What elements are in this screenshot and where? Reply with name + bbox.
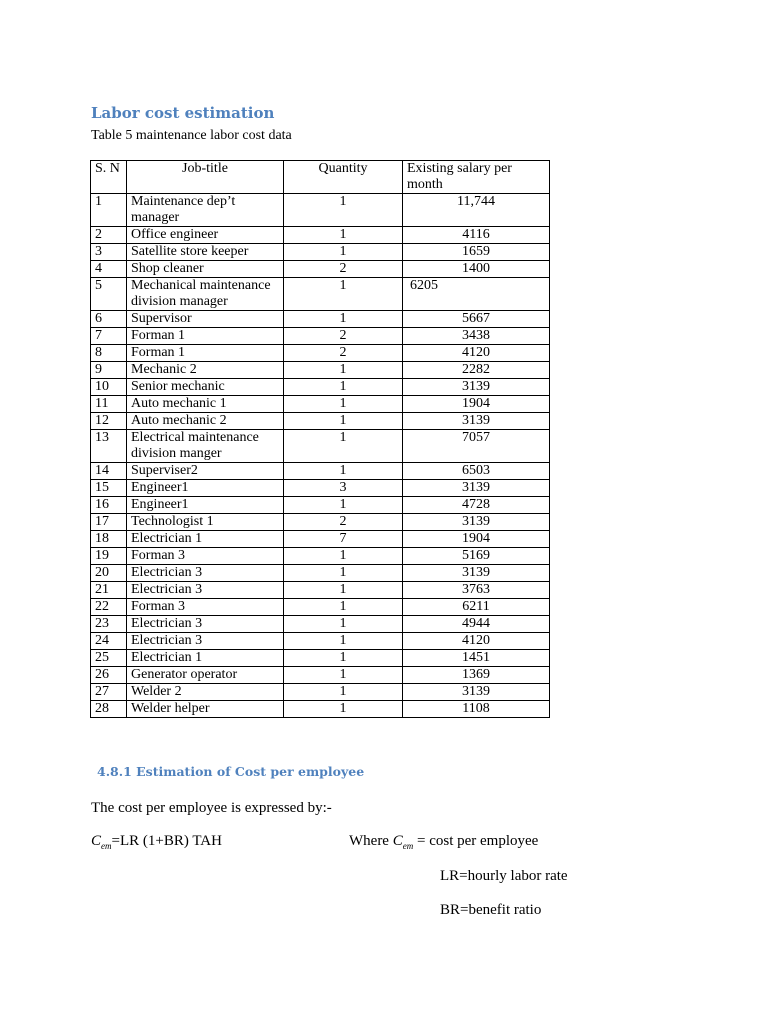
cell-job-title: Maintenance dep’t manager: [127, 194, 284, 227]
cell-quantity: 1: [284, 650, 403, 667]
cell-quantity: 2: [284, 261, 403, 278]
cell-quantity: 3: [284, 480, 403, 497]
cell-salary: 6503: [403, 463, 550, 480]
table-row: [91, 480, 550, 497]
cell-quantity: 1: [284, 278, 403, 311]
cell-sn: 14: [91, 463, 127, 480]
cell-salary: 5169: [403, 548, 550, 565]
section-heading: 4.8.1 Estimation of Cost per employee: [97, 764, 365, 779]
cell-sn: 27: [91, 684, 127, 701]
cell-salary: 3139: [403, 379, 550, 396]
table-body: [91, 194, 550, 718]
cell-quantity: 1: [284, 194, 403, 227]
cell-sn: 17: [91, 514, 127, 531]
cell-sn: 1: [91, 194, 127, 227]
cell-quantity: 2: [284, 345, 403, 362]
cell-job-title: Generator operator: [127, 667, 284, 684]
cell-quantity: 1: [284, 548, 403, 565]
cell-job-title: Welder helper: [127, 701, 284, 718]
table-row: [91, 379, 550, 396]
cell-job-title: Electrician 3: [127, 582, 284, 599]
cell-salary: 4728: [403, 497, 550, 514]
cell-quantity: 1: [284, 413, 403, 430]
cell-job-title: Senior mechanic: [127, 379, 284, 396]
cell-sn: 18: [91, 531, 127, 548]
cell-quantity: 1: [284, 227, 403, 244]
cell-job-title: Forman 3: [127, 599, 284, 616]
cell-quantity: 1: [284, 311, 403, 328]
table-row: [91, 565, 550, 582]
cell-job-title: Electrician 3: [127, 565, 284, 582]
table-caption: Table 5 maintenance labor cost data: [91, 128, 292, 143]
table-row: [91, 548, 550, 565]
cell-salary: 3139: [403, 480, 550, 497]
cell-job-title: Electrical maintenance division manger: [127, 430, 284, 463]
cell-job-title: Forman 1: [127, 345, 284, 362]
cell-quantity: 1: [284, 244, 403, 261]
table-row: [91, 345, 550, 362]
cell-salary: 3139: [403, 684, 550, 701]
cell-quantity: 2: [284, 328, 403, 345]
table-row: [91, 227, 550, 244]
cell-salary: 3763: [403, 582, 550, 599]
cell-job-title: Mechanic 2: [127, 362, 284, 379]
cell-quantity: 1: [284, 463, 403, 480]
cell-sn: 3: [91, 244, 127, 261]
cell-quantity: 1: [284, 582, 403, 599]
cell-salary: 6205: [403, 278, 550, 311]
cell-quantity: 7: [284, 531, 403, 548]
table-row: [91, 328, 550, 345]
table-row: [91, 463, 550, 480]
cell-sn: 6: [91, 311, 127, 328]
cell-sn: 8: [91, 345, 127, 362]
cell-sn: 26: [91, 667, 127, 684]
table-row: [91, 194, 550, 227]
cell-sn: 19: [91, 548, 127, 565]
cell-sn: 22: [91, 599, 127, 616]
table-row: [91, 497, 550, 514]
where-prefix: Where: [349, 833, 393, 849]
cell-job-title: Satellite store keeper: [127, 244, 284, 261]
cell-quantity: 1: [284, 430, 403, 463]
cell-salary: 1904: [403, 531, 550, 548]
where-line: [349, 833, 538, 851]
table-row: [91, 599, 550, 616]
intro-text: The cost per employee is expressed by:-: [91, 800, 332, 816]
table-row: [91, 261, 550, 278]
cell-sn: 11: [91, 396, 127, 413]
cell-sn: 23: [91, 616, 127, 633]
table-row: [91, 582, 550, 599]
cell-quantity: 1: [284, 599, 403, 616]
where-rhs: = cost per employee: [413, 833, 539, 849]
cell-salary: 6211: [403, 599, 550, 616]
cell-sn: 21: [91, 582, 127, 599]
table-row: [91, 278, 550, 311]
cell-salary: 1451: [403, 650, 550, 667]
cell-salary: 1108: [403, 701, 550, 718]
cell-job-title: Electrician 1: [127, 531, 284, 548]
cell-salary: 1400: [403, 261, 550, 278]
table-row: [91, 633, 550, 650]
table-row: [91, 616, 550, 633]
cell-sn: 24: [91, 633, 127, 650]
cell-salary: 4944: [403, 616, 550, 633]
cell-sn: 16: [91, 497, 127, 514]
cell-job-title: Supervisor: [127, 311, 284, 328]
cell-salary: 1659: [403, 244, 550, 261]
formula-symbol: $C_{em}$: [91, 833, 112, 851]
header-job-title: Job-title: [127, 161, 284, 194]
cell-job-title: Technologist 1: [127, 514, 284, 531]
header-quantity: Quantity: [284, 161, 403, 194]
cell-job-title: Office engineer: [127, 227, 284, 244]
cell-sn: 4: [91, 261, 127, 278]
cell-job-title: Forman 3: [127, 548, 284, 565]
cell-job-title: Auto mechanic 2: [127, 413, 284, 430]
table-row: [91, 701, 550, 718]
cell-salary: 4116: [403, 227, 550, 244]
cell-job-title: Electrician 3: [127, 633, 284, 650]
cell-quantity: 1: [284, 616, 403, 633]
formula-rhs: =LR (1+BR) TAH: [111, 833, 222, 849]
cell-sn: 13: [91, 430, 127, 463]
cell-salary: 4120: [403, 633, 550, 650]
cell-salary: 5667: [403, 311, 550, 328]
cell-salary: 3139: [403, 514, 550, 531]
definition-br: BR=benefit ratio: [440, 902, 542, 918]
cell-sn: 9: [91, 362, 127, 379]
cell-salary: 3438: [403, 328, 550, 345]
cell-salary: 11,744: [403, 194, 550, 227]
cell-sn: 28: [91, 701, 127, 718]
cell-job-title: Welder 2: [127, 684, 284, 701]
cell-sn: 10: [91, 379, 127, 396]
table-row: [91, 667, 550, 684]
cell-quantity: 1: [284, 379, 403, 396]
cell-salary: 7057: [403, 430, 550, 463]
cell-sn: 7: [91, 328, 127, 345]
page-title: Labor cost estimation: [91, 104, 275, 122]
formula-line: [91, 833, 222, 851]
cell-job-title: Electrician 1: [127, 650, 284, 667]
table-header-row: [91, 161, 550, 194]
cell-job-title: Forman 1: [127, 328, 284, 345]
cell-salary: 3139: [403, 565, 550, 582]
cell-job-title: Mechanical maintenance division manager: [127, 278, 284, 311]
table-row: [91, 684, 550, 701]
table-row: [91, 413, 550, 430]
cell-quantity: 1: [284, 497, 403, 514]
cell-job-title: Superviser2: [127, 463, 284, 480]
cell-sn: 25: [91, 650, 127, 667]
header-sn: S. N: [91, 161, 127, 194]
cell-sn: 20: [91, 565, 127, 582]
definition-lr: LR=hourly labor rate: [440, 868, 568, 884]
cell-salary: 1369: [403, 667, 550, 684]
cell-salary: 1904: [403, 396, 550, 413]
table-row: [91, 396, 550, 413]
table-row: [91, 244, 550, 261]
cell-salary: 2282: [403, 362, 550, 379]
cell-quantity: 1: [284, 701, 403, 718]
cell-quantity: 1: [284, 565, 403, 582]
table-row: [91, 531, 550, 548]
header-salary: Existing salary per month: [403, 161, 550, 194]
table-row: [91, 514, 550, 531]
table-row: [91, 311, 550, 328]
cell-quantity: 1: [284, 667, 403, 684]
cell-job-title: Engineer1: [127, 480, 284, 497]
table-row: [91, 430, 550, 463]
cell-quantity: 1: [284, 396, 403, 413]
labor-cost-table: [90, 160, 550, 718]
table-row: [91, 362, 550, 379]
cell-quantity: 1: [284, 684, 403, 701]
cell-salary: 3139: [403, 413, 550, 430]
cell-quantity: 2: [284, 514, 403, 531]
cell-job-title: Auto mechanic 1: [127, 396, 284, 413]
cell-sn: 15: [91, 480, 127, 497]
cell-quantity: 1: [284, 633, 403, 650]
table-row: [91, 650, 550, 667]
cell-sn: 2: [91, 227, 127, 244]
where-symbol: $C_{em}$: [392, 833, 414, 851]
cell-job-title: Engineer1: [127, 497, 284, 514]
cell-sn: 12: [91, 413, 127, 430]
cell-job-title: Shop cleaner: [127, 261, 284, 278]
cell-salary: 4120: [403, 345, 550, 362]
cell-job-title: Electrician 3: [127, 616, 284, 633]
cell-quantity: 1: [284, 362, 403, 379]
cell-sn: 5: [91, 278, 127, 311]
